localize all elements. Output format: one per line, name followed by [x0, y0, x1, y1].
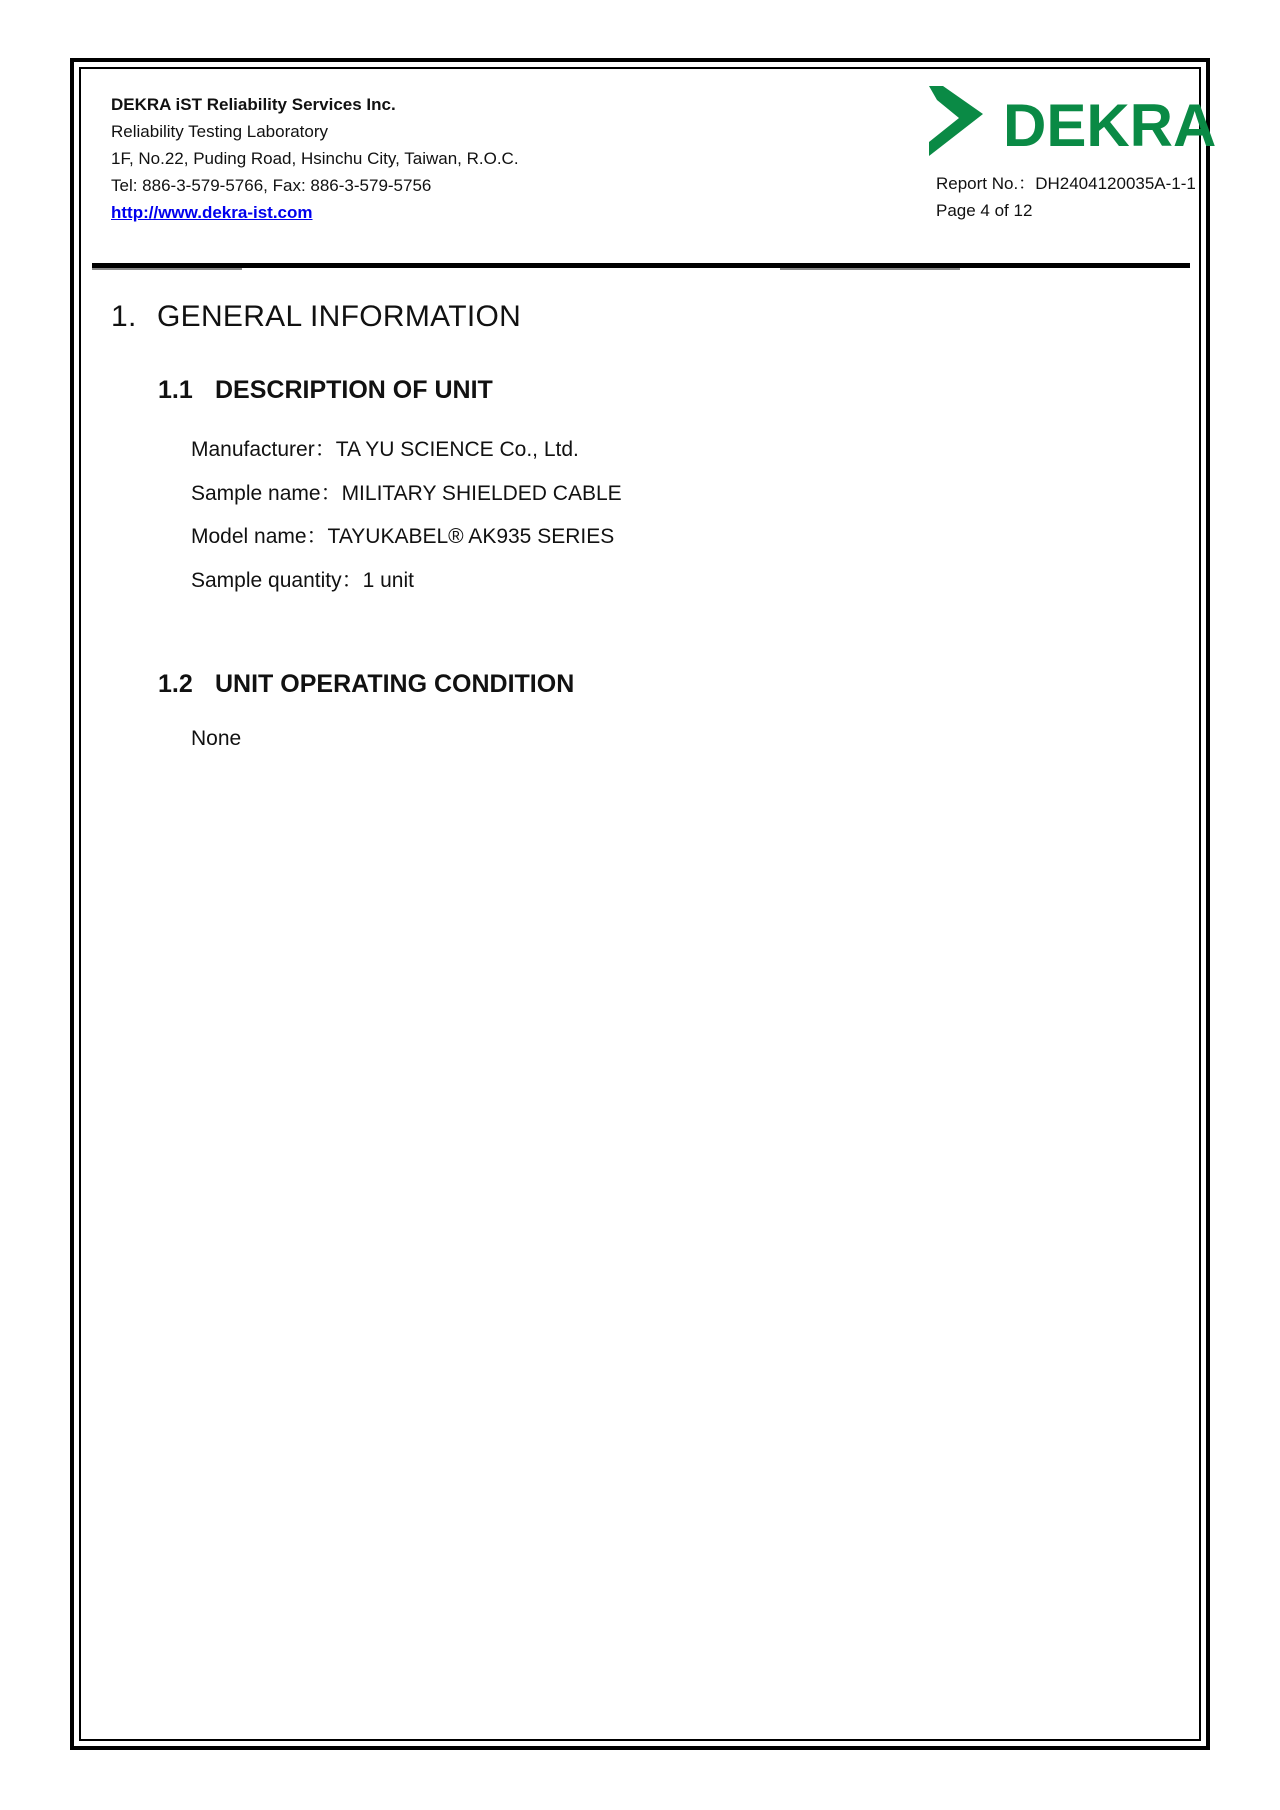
- lab-name: Reliability Testing Laboratory: [111, 122, 329, 141]
- manufacturer-line: Manufacturer：TA YU SCIENCE Co., Ltd.: [191, 438, 579, 461]
- sample-quantity-line: Sample quantity：1 unit: [191, 569, 414, 592]
- operating-condition-text: None: [191, 727, 242, 750]
- address: 1F, No.22, Puding Road, Hsinchu City, Taiwan, R.O.C.: [111, 149, 519, 168]
- subsection-title: DESCRIPTION OF UNIT: [215, 376, 493, 404]
- header-divider-shade-left: [92, 268, 242, 270]
- page-number: Page 4 of 12: [936, 201, 1033, 220]
- subsection-title: UNIT OPERATING CONDITION: [215, 670, 575, 698]
- subsection-number: 1.2: [158, 670, 193, 698]
- dekra-logo-mark-icon: [929, 86, 983, 156]
- sample-name-line: Sample name：MILITARY SHIELDED CABLE: [191, 482, 622, 505]
- header-divider-shade-right: [780, 268, 960, 270]
- section-heading-general-information: [111, 300, 521, 334]
- dekra-logo: [925, 84, 1217, 160]
- section-title: GENERAL INFORMATION: [157, 300, 522, 333]
- company-name: DEKRA iST Reliability Services Inc.: [111, 95, 396, 114]
- logo-wordmark: DEKRA: [1003, 92, 1217, 159]
- website-link[interactable]: http://www.dekra-ist.com: [111, 203, 313, 222]
- subsection-number: 1.1: [158, 376, 193, 404]
- subsection-heading-description-of-unit: [158, 376, 493, 405]
- subsection-heading-unit-operating-condition: [158, 670, 574, 699]
- header-divider: [92, 263, 1190, 268]
- report-number: Report No.：DH2404120035A-1-1: [936, 174, 1196, 193]
- company-info: [111, 91, 519, 226]
- contact-numbers: Tel: 886-3-579-5766, Fax: 886-3-579-5756: [111, 176, 432, 195]
- model-name-line: Model name：TAYUKABEL® AK935 SERIES: [191, 525, 615, 548]
- section-number: 1.: [111, 300, 137, 333]
- report-meta: [936, 170, 1196, 224]
